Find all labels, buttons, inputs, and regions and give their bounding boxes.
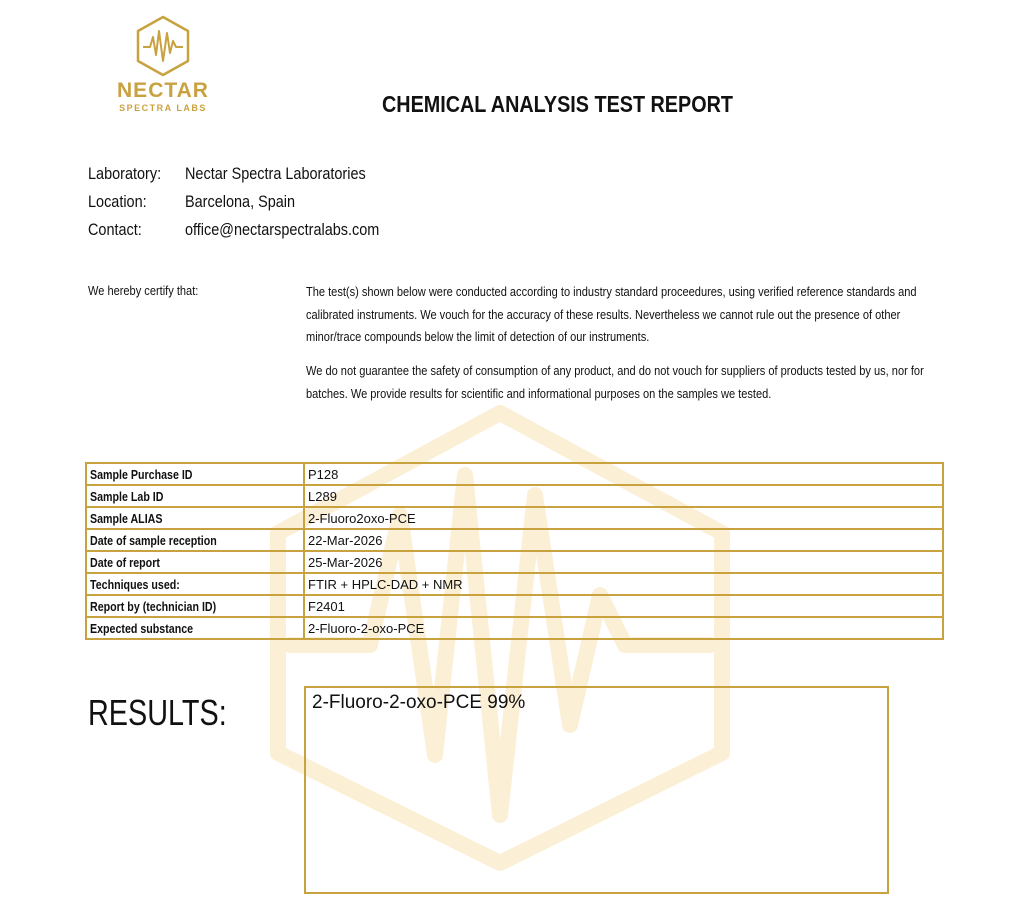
logo-subtitle: SPECTRA LABS (119, 103, 207, 113)
row-value: P128 (304, 463, 943, 485)
table-row (86, 463, 943, 485)
sample-details-table (85, 462, 944, 640)
report-title: CHEMICAL ANALYSIS TEST REPORT (382, 91, 733, 117)
results-value: 2-Fluoro-2-oxo-PCE 99% (312, 692, 526, 713)
logo-name: NECTAR (117, 79, 209, 102)
results-heading: RESULTS: (88, 692, 227, 733)
company-logo (113, 15, 213, 120)
hexagon-waveform-icon (135, 15, 191, 77)
table-row (86, 617, 943, 639)
row-label: Report by (technician ID) (86, 595, 304, 617)
row-value: 2-Fluoro2oxo-PCE (304, 507, 943, 529)
certification-paragraph: The test(s) shown below were conducted according to industry standard proceedures, using verified reference standards and calibrated instruments. We vouch for the accuracy of these results. Nevertheless we cannot rule out the presence of other minor/trace compounds below the limit of detection of our instruments. (306, 284, 917, 344)
laboratory-label: Laboratory: (88, 164, 162, 183)
certify-label: We hereby certify that: (88, 283, 199, 298)
table-row (86, 551, 943, 573)
row-value: 2-Fluoro-2-oxo-PCE (304, 617, 943, 639)
row-label: Techniques used: (86, 573, 304, 595)
row-label: Sample Lab ID (86, 485, 304, 507)
contact-email[interactable]: office@nectarspectralabs.com (185, 220, 380, 239)
row-label: Expected substance (86, 617, 304, 639)
row-value: F2401 (304, 595, 943, 617)
location-label: Location: (88, 192, 147, 211)
row-value: L289 (304, 485, 943, 507)
table-row (86, 485, 943, 507)
row-label: Date of report (86, 551, 304, 573)
table-row (86, 573, 943, 595)
row-label: Sample Purchase ID (86, 463, 304, 485)
location-value: Barcelona, Spain (185, 192, 296, 211)
table-row (86, 529, 943, 551)
row-label: Sample ALIAS (86, 507, 304, 529)
results-box (304, 686, 889, 894)
contact-label: Contact: (88, 220, 142, 239)
disclaimer-paragraph: We do not guarantee the safety of consumption of any product, and do not vouch for suppliers of products tested by us, nor for batches. We provide results for scientific and informational purposes on the samples we tested. (306, 363, 924, 401)
row-value: 22-Mar-2026 (304, 529, 943, 551)
row-label: Date of sample reception (86, 529, 304, 551)
laboratory-value: Nectar Spectra Laboratories (185, 164, 366, 183)
row-value: FTIR + HPLC-DAD + NMR (304, 573, 943, 595)
row-value: 25-Mar-2026 (304, 551, 943, 573)
table-row (86, 595, 943, 617)
table-row (86, 507, 943, 529)
